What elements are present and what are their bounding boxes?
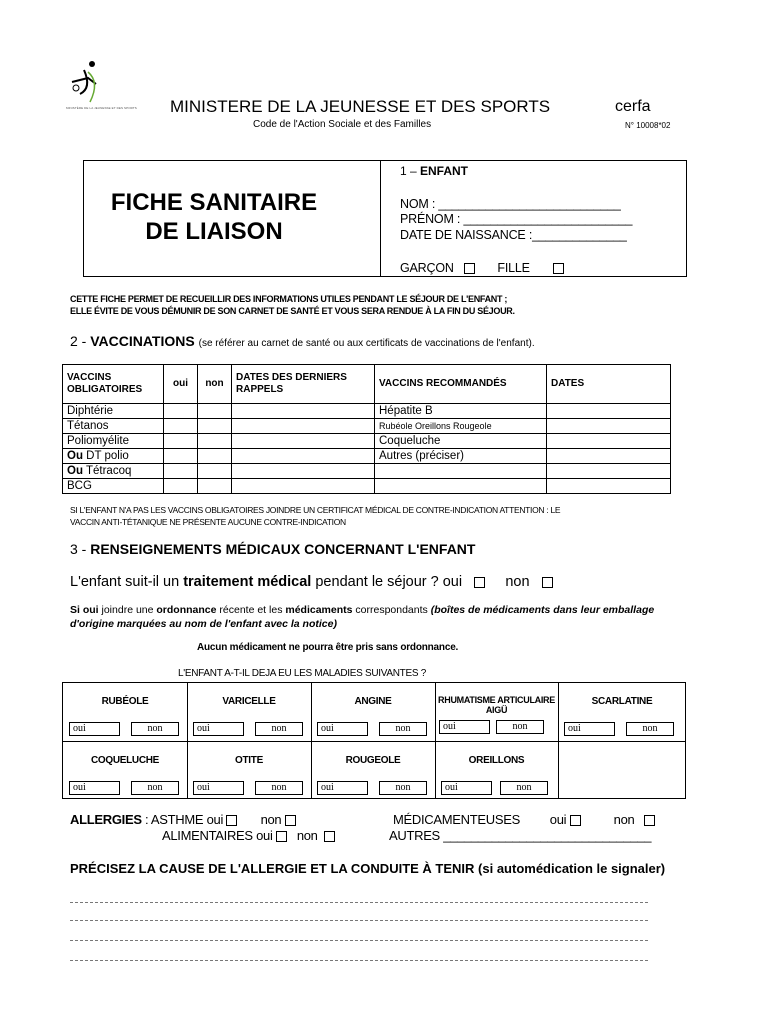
non-cell[interactable]	[198, 479, 232, 494]
allergies-line1	[70, 812, 296, 827]
date-cell[interactable]	[232, 434, 375, 449]
ministry-title: MINISTERE DE LA JEUNESSE ET DES SPORTS	[170, 97, 551, 116]
disease-label: VARICELLE	[222, 696, 276, 707]
treatment-oui-checkbox[interactable]	[474, 577, 485, 588]
table-row	[63, 419, 671, 434]
text-span: récente et les	[216, 604, 286, 616]
cerfa-label: cerfa	[615, 98, 651, 115]
form-title-line2: DE LIAISON	[145, 218, 283, 245]
oui-box[interactable]: oui	[69, 722, 120, 736]
vaccine-name: Poliomyélite	[63, 434, 164, 449]
answer-line[interactable]	[70, 902, 648, 903]
diseases-grid	[62, 682, 686, 799]
vaccinations-note: (se référer au carnet de santé ou aux certificats de vaccinations de l'enfant).	[198, 338, 535, 349]
medicamenteuses-oui-checkbox[interactable]	[570, 815, 581, 826]
alimentaires-non-checkbox[interactable]	[324, 831, 335, 842]
col-header: VACCINS OBLIGATOIRES	[63, 365, 164, 404]
vaccine-warning-line1: SI L'ENFANT N'A PAS LES VACCINS OBLIGATOIRES JOINDRE UN CERTIFICAT MÉDICAL DE CONTRE-INDICATION ATTENTION : LE	[70, 505, 561, 515]
medicamenteuses-oui-label: oui	[549, 812, 567, 827]
disease-label: RHUMATISME ARTICULAIRE AIGÜ	[438, 695, 555, 715]
date-cell[interactable]	[547, 464, 671, 479]
medicamenteuses-non-label: non	[613, 812, 635, 827]
oui-cell[interactable]	[164, 434, 198, 449]
table-row	[63, 449, 671, 464]
non-cell[interactable]	[198, 419, 232, 434]
text-span: correspondants	[352, 604, 431, 616]
oui-box[interactable]: oui	[317, 722, 368, 736]
non-box[interactable]: non	[379, 722, 427, 736]
section-number: 2 -	[70, 333, 91, 349]
medicamenteuses-label: MÉDICAMENTEUSES	[393, 812, 520, 827]
logo-caption: MINISTÈRE DE LA JEUNESSE ET DES SPORTS	[66, 106, 137, 110]
oui-box[interactable]: oui	[317, 781, 368, 795]
vaccine-name: Ou Tétracoq	[63, 464, 164, 479]
date-cell[interactable]	[547, 449, 671, 464]
non-box[interactable]: non	[131, 722, 179, 736]
recommended-vaccine	[375, 479, 547, 494]
section-number: 1 –	[400, 164, 421, 178]
answer-line[interactable]	[70, 960, 648, 961]
question-bold: traitement médical	[183, 574, 312, 590]
garcon-label: GARÇON	[400, 261, 454, 275]
section-label: VACCINATIONS	[90, 333, 195, 349]
disease-label: COQUELUCHE	[90, 755, 160, 766]
oui-cell[interactable]	[164, 449, 198, 464]
col-header: oui	[164, 365, 198, 404]
recommended-vaccine: Rubéole Oreillons Rougeole	[375, 419, 547, 434]
date-cell[interactable]	[232, 449, 375, 464]
asthme-label: : ASTHME oui	[141, 812, 224, 827]
non-box[interactable]: non	[626, 722, 674, 736]
question-text: L'enfant suit-il un	[70, 574, 184, 590]
table-row	[63, 464, 671, 479]
disease-label: OREILLONS	[468, 755, 525, 766]
table-row	[63, 479, 671, 494]
section-label: RENSEIGNEMENTS MÉDICAUX CONCERNANT L'ENFANT	[90, 541, 476, 557]
vaccine-name: Tétanos	[63, 419, 164, 434]
code-reference: Code de l'Action Sociale et des Familles	[253, 119, 432, 130]
date-cell[interactable]	[232, 404, 375, 419]
non-box[interactable]: non	[255, 722, 303, 736]
question-oui: pendant le séjour ? oui	[311, 574, 463, 590]
date-cell[interactable]	[232, 479, 375, 494]
table-row	[63, 404, 671, 419]
table-row	[63, 434, 671, 449]
maladies-question: L'ENFANT A-T-IL DEJA EU LES MALADIES SUIVANTES ?	[178, 668, 426, 679]
oui-box[interactable]: oui	[439, 720, 490, 734]
form-title-line1: FICHE SANITAIRE	[110, 189, 318, 216]
col-header: DATES	[547, 365, 671, 404]
allergies-medicamenteuses	[393, 812, 655, 827]
form-title	[85, 188, 343, 246]
text-span: joindre une	[98, 604, 157, 616]
recommended-vaccine: Coqueluche	[375, 434, 547, 449]
disease-label: ANGINE	[354, 696, 392, 707]
disease-label: SCARLATINE	[591, 696, 653, 707]
italic-note: (boîtes de médicaments dans leur emballage d'origine marquées au nom de l'enfant avec la notice)	[70, 604, 655, 630]
alimentaires-oui-checkbox[interactable]	[276, 831, 287, 842]
ordonnance-instructions	[70, 603, 670, 631]
non-box[interactable]: non	[255, 781, 303, 795]
ministry-logo-icon	[66, 58, 134, 112]
treatment-question	[70, 574, 553, 590]
vaccinations-table	[62, 364, 671, 494]
asthme-non-checkbox[interactable]	[285, 815, 296, 826]
disease-label: OTITE	[235, 755, 263, 766]
grid-row-divider	[63, 741, 685, 742]
date-cell[interactable]	[547, 434, 671, 449]
recommended-vaccine	[375, 464, 547, 479]
vaccine-name: Ou DT polio	[63, 449, 164, 464]
bold-span: ordonnance	[156, 604, 217, 616]
answer-line[interactable]	[70, 940, 648, 941]
table-header-row	[63, 365, 671, 404]
treatment-non-checkbox[interactable]	[542, 577, 553, 588]
disease-label: RUBÉOLE	[101, 696, 149, 707]
nom-field[interactable]: NOM : ___________________________	[400, 197, 621, 211]
non-cell[interactable]	[198, 404, 232, 419]
oui-box[interactable]: oui	[69, 781, 120, 795]
alimentaires-label: ALIMENTAIRES oui	[162, 828, 273, 843]
medicamenteuses-non-checkbox[interactable]	[644, 815, 655, 826]
asthme-non-label: non	[260, 812, 282, 827]
section-vaccinations-heading	[70, 333, 535, 349]
cerfa-number: N° 10008*02	[625, 121, 671, 130]
sex-options	[400, 261, 564, 275]
date-cell[interactable]	[547, 419, 671, 434]
vaccine-name: Diphtérie	[63, 404, 164, 419]
date-naissance-field[interactable]: DATE DE NAISSANCE :______________	[400, 228, 627, 242]
allergies-line2	[162, 828, 335, 843]
vaccine-name: BCG	[63, 479, 164, 494]
section-medical-heading	[70, 541, 475, 557]
title-box-divider	[380, 160, 381, 277]
non-cell[interactable]	[198, 434, 232, 449]
answer-line[interactable]	[70, 920, 648, 921]
date-cell[interactable]	[232, 419, 375, 434]
non-box[interactable]: non	[131, 781, 179, 795]
recommended-vaccine: Autres (préciser)	[375, 449, 547, 464]
oui-cell[interactable]	[164, 419, 198, 434]
col-header: DATES DES DERNIERS RAPPELS	[232, 365, 375, 404]
oui-cell[interactable]	[164, 464, 198, 479]
fille-checkbox[interactable]	[553, 263, 564, 274]
date-cell[interactable]	[547, 404, 671, 419]
section-number: 3 -	[70, 541, 91, 557]
non-cell[interactable]	[198, 449, 232, 464]
disease-label: ROUGEOLE	[345, 755, 401, 766]
date-cell[interactable]	[232, 464, 375, 479]
section-enfant-heading	[400, 164, 468, 178]
oui-box[interactable]: oui	[193, 722, 244, 736]
oui-box[interactable]: oui	[441, 781, 492, 795]
oui-cell[interactable]	[164, 479, 198, 494]
grid-col-divider	[558, 683, 559, 741]
prenom-field[interactable]: PRÉNOM : _________________________	[400, 212, 633, 226]
non-box[interactable]: non	[379, 781, 427, 795]
oui-cell[interactable]	[164, 404, 198, 419]
section-label: ENFANT	[420, 164, 469, 178]
notice-line2: ELLE ÉVITE DE VOUS DÉMUNIR DE SON CARNET DE SANTÉ ET VOUS SERA RENDUE À LA FIN DU SÉJOUR.	[70, 306, 515, 316]
garcon-checkbox[interactable]	[464, 263, 475, 274]
non-box[interactable]: non	[500, 781, 548, 795]
autres-field[interactable]: AUTRES ______________________________	[389, 828, 652, 843]
col-header: non	[198, 365, 232, 404]
notice-line1: CETTE FICHE PERMET DE RECUEILLIR DES INFORMATIONS UTILES PENDANT LE SÉJOUR DE L'ENFANT ;	[70, 294, 508, 304]
si-oui: Si oui	[70, 604, 99, 616]
oui-box[interactable]: oui	[193, 781, 244, 795]
aucun-medicament: Aucun médicament ne pourra être pris sans ordonnance.	[197, 642, 459, 653]
allergies-label: ALLERGIES	[70, 812, 142, 827]
vaccine-warning-line2: VACCIN ANTI-TÉTANIQUE NE PRÉSENTE AUCUNE CONTRE-INDICATION	[70, 517, 346, 527]
asthme-oui-checkbox[interactable]	[226, 815, 237, 826]
non-cell[interactable]	[198, 464, 232, 479]
alimentaires-non-label: non	[296, 828, 318, 843]
date-cell[interactable]	[547, 479, 671, 494]
col-header: VACCINS RECOMMANDÉS	[375, 365, 547, 404]
oui-box[interactable]: oui	[564, 722, 615, 736]
fille-label: FILLE	[497, 261, 530, 275]
bold-span: médicaments	[285, 604, 353, 616]
question-non: non	[505, 574, 530, 590]
precisez-heading: PRÉCISEZ LA CAUSE DE L'ALLERGIE ET LA CONDUITE À TENIR (si automédication le signaler)	[70, 861, 666, 876]
non-box[interactable]: non	[496, 720, 544, 734]
recommended-vaccine: Hépatite B	[375, 404, 547, 419]
